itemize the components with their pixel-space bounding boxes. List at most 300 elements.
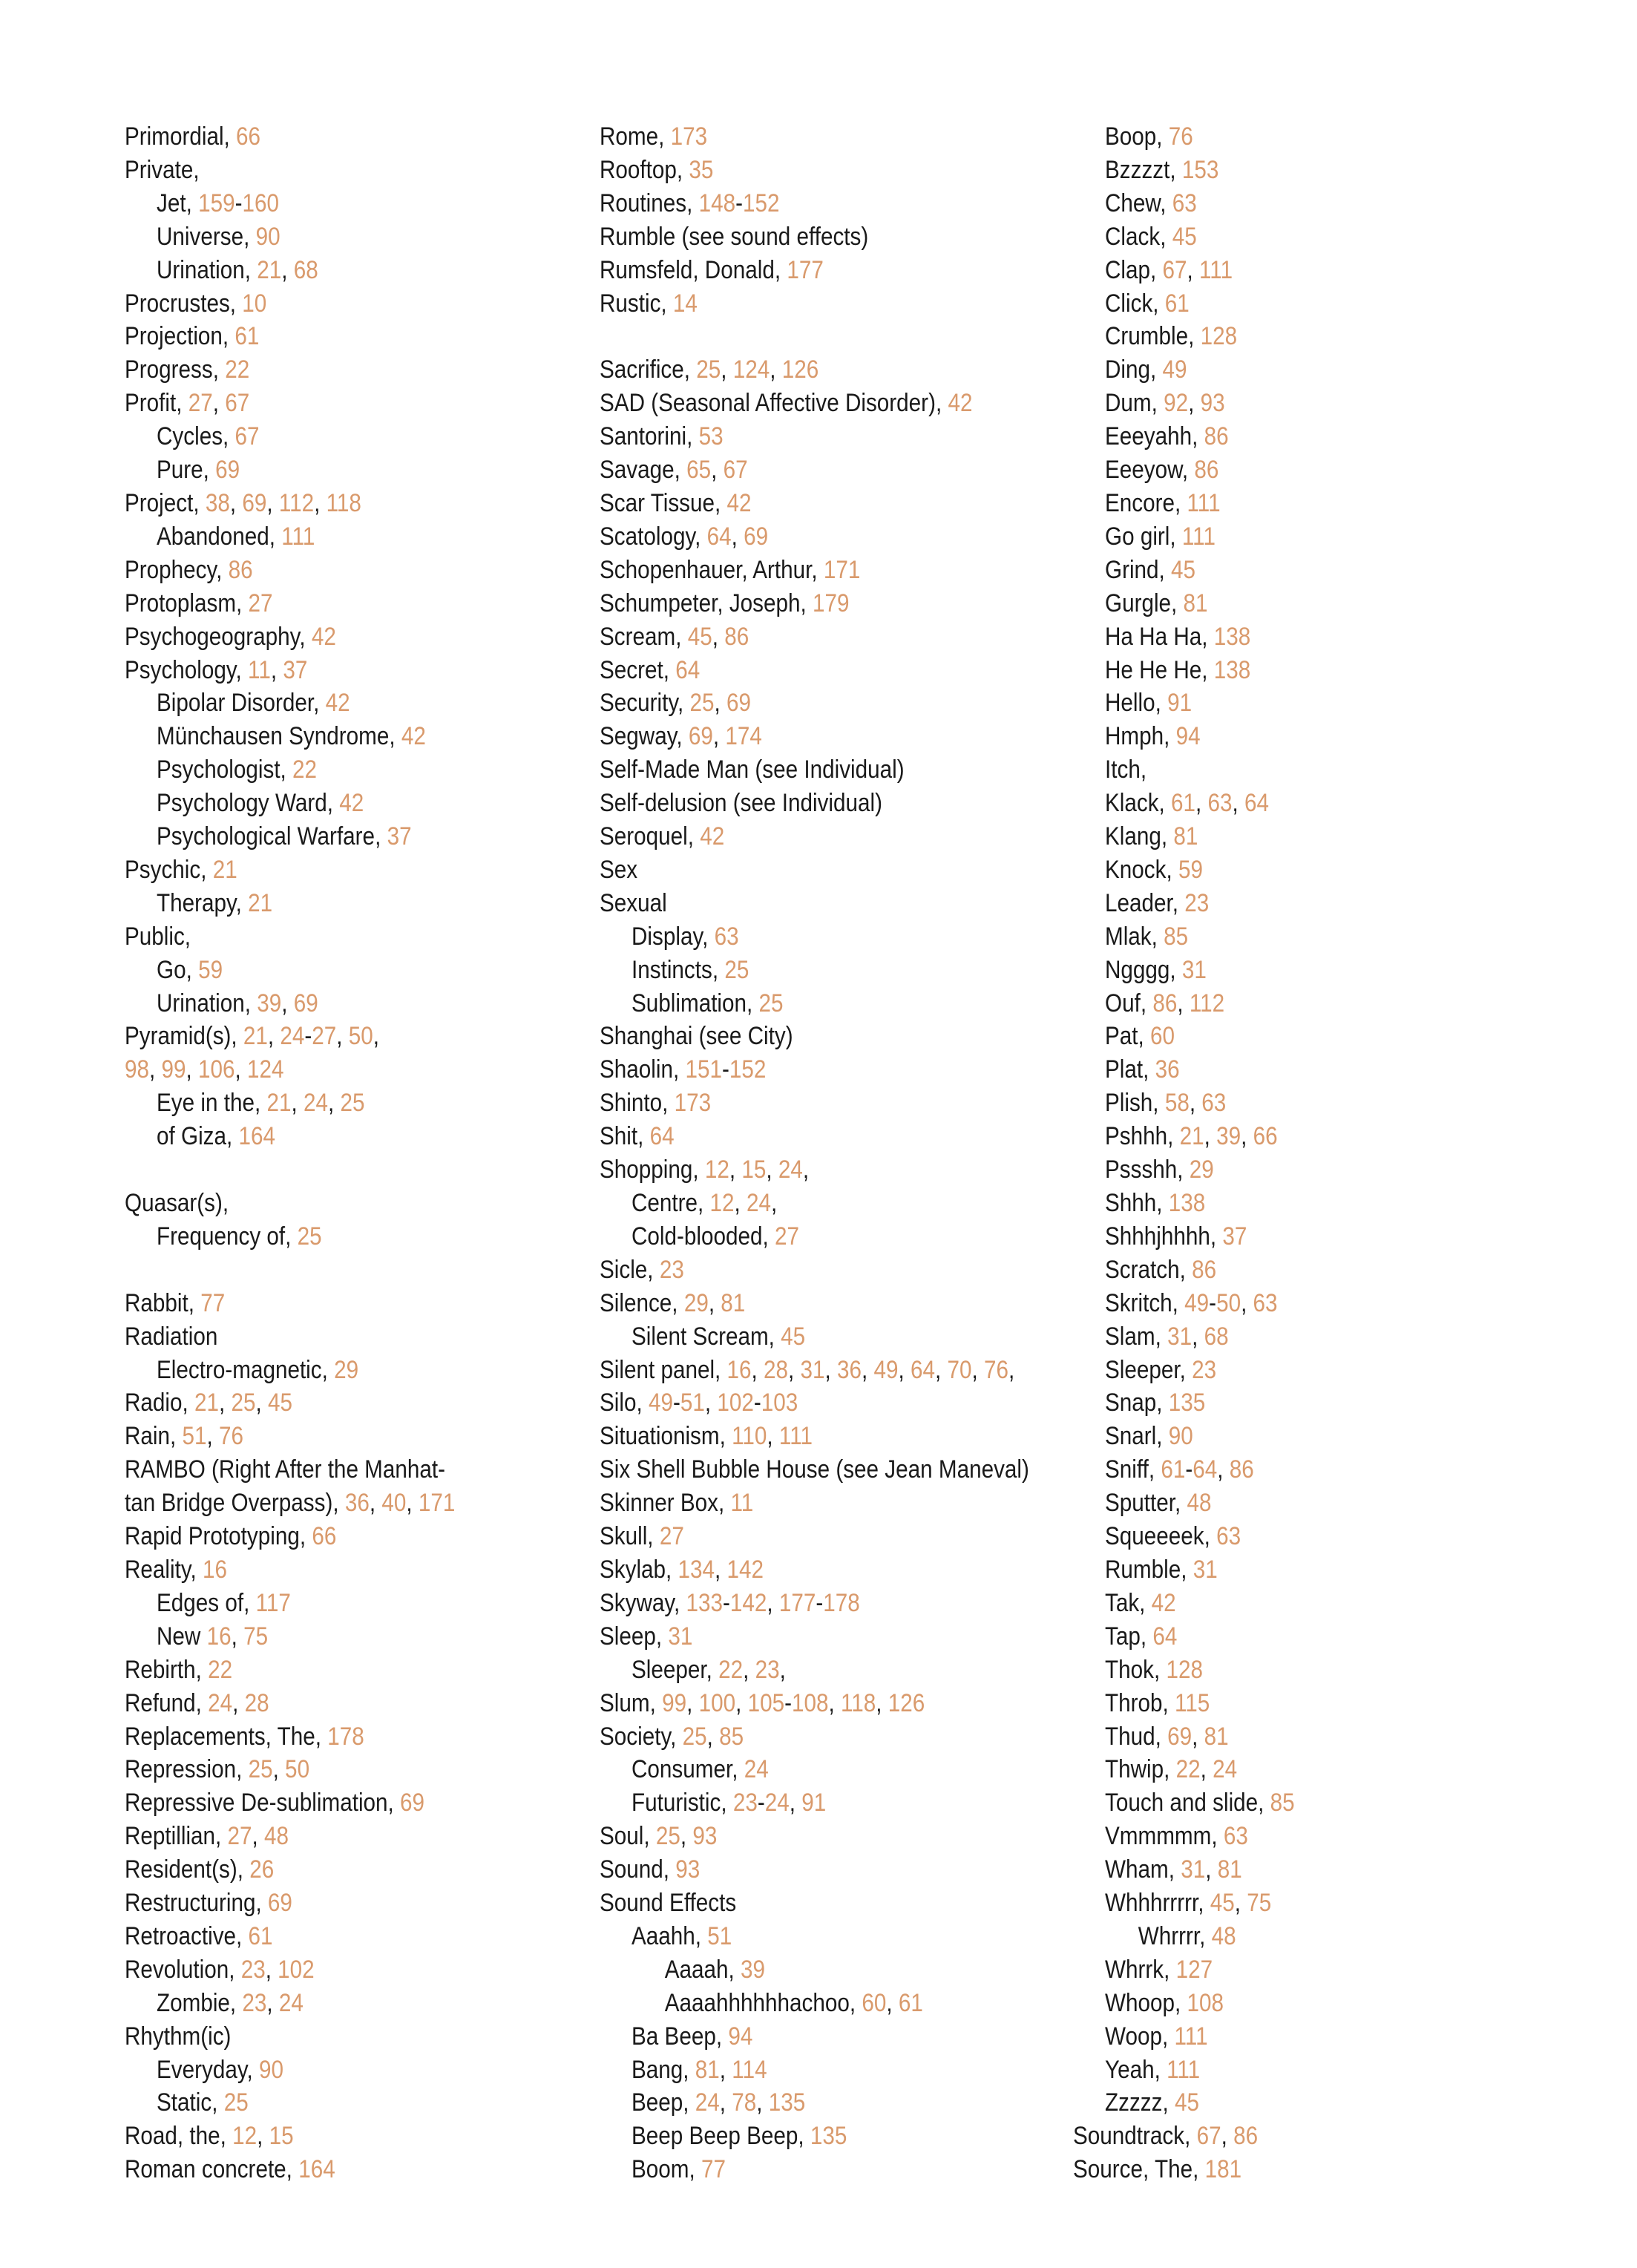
reference-separator: , [898, 1355, 911, 1384]
index-term: Eye in the, [157, 1089, 261, 1118]
reference-separator: , [756, 2088, 769, 2117]
index-term: Thud, [1105, 1722, 1161, 1751]
page-reference: 66 [312, 1522, 337, 1551]
index-term: Plish, [1105, 1089, 1159, 1118]
reference-separator: , [712, 722, 726, 751]
index-entry [1073, 1386, 1520, 1420]
reference-separator: , [1204, 1122, 1217, 1151]
index-term: Futuristic, [631, 1789, 727, 1818]
page-reference: 85 [1270, 1789, 1295, 1818]
index-term: Psychological Warfare, [157, 822, 381, 851]
page-reference: 24 [695, 2088, 720, 2117]
page-reference: 49 [648, 1389, 673, 1418]
index-entry [125, 1987, 482, 2020]
index-term: Radiation [125, 1322, 218, 1351]
page-reference: 49 [873, 1355, 899, 1384]
index-entry [125, 987, 482, 1020]
index-entry [600, 887, 1008, 920]
page-reference: 81 [695, 2055, 720, 2084]
index-entry [125, 1720, 482, 1754]
index-entry [600, 2120, 1008, 2153]
index-term: Private, [125, 155, 200, 184]
index-term: Eeeyahh, [1105, 422, 1198, 451]
index-entry [600, 420, 1008, 453]
index-term: Bipolar Disorder, [157, 689, 320, 718]
page-reference: 102 [278, 1955, 315, 1984]
page-reference: 31 [668, 1622, 693, 1651]
page-reference: 48 [264, 1822, 289, 1851]
page-reference: 90 [258, 2055, 283, 2084]
index-term: Urination, [157, 255, 251, 284]
index-entry [125, 2120, 482, 2153]
page-reference: 81 [1204, 1722, 1229, 1751]
index-entry [1073, 1420, 1520, 1453]
page-reference: 48 [1211, 1921, 1236, 1950]
page-reference: 128 [1200, 322, 1238, 351]
index-entry [1073, 1953, 1520, 1987]
index-entry [600, 686, 1008, 720]
page-reference: 118 [840, 1688, 876, 1717]
page-reference: 27 [659, 1522, 684, 1551]
index-term: Psychologist, [157, 756, 286, 784]
page-reference: 24 [744, 1755, 769, 1784]
index-entry [600, 1386, 1008, 1420]
index-term: Soul, [600, 1822, 650, 1851]
page-reference: 37 [283, 655, 308, 684]
reference-separator: - [735, 189, 743, 217]
index-entry [1073, 353, 1520, 387]
reference-separator: , [706, 1722, 720, 1751]
index-entry [125, 1420, 482, 1453]
index-entry [600, 1786, 1008, 1820]
index-term: Shanghai (see City) [600, 1022, 793, 1051]
index-entry [125, 1786, 482, 1820]
index-entry [125, 220, 482, 254]
index-term: Scream, [600, 622, 682, 651]
page-reference: 81 [1183, 589, 1208, 617]
index-entry [1073, 254, 1520, 287]
index-term: Clack, [1105, 222, 1167, 251]
index-term: Wham, [1105, 1855, 1175, 1884]
index-entry [125, 1920, 482, 1953]
page-reference: 86 [1152, 989, 1178, 1017]
page-reference: 24 [208, 1688, 233, 1717]
index-term: Savage, [600, 456, 680, 485]
page-reference: 61 [1171, 789, 1196, 818]
page-reference: 42 [325, 689, 350, 718]
reference-separator: - [723, 1588, 730, 1617]
page-reference: 164 [298, 2155, 335, 2184]
page-reference: 179 [812, 589, 850, 617]
page-reference: 63 [1207, 789, 1233, 818]
page-reference: 25 [696, 355, 721, 384]
reference-separator: , [267, 1022, 281, 1051]
page-reference: 25 [689, 689, 715, 718]
page-reference: 31 [1193, 1555, 1218, 1584]
page-reference: 21 [257, 255, 282, 284]
page-reference: 27 [775, 1222, 800, 1251]
index-term: Sleep, [600, 1622, 663, 1651]
index-term: Universe, [157, 222, 250, 251]
reference-separator: , [231, 1622, 244, 1651]
index-entry [1073, 920, 1520, 954]
page-reference: 86 [1192, 1255, 1217, 1284]
index-term: Rustic, [600, 289, 667, 318]
index-entry [1073, 287, 1520, 321]
page-reference: 118 [326, 488, 361, 517]
index-entry [1073, 1654, 1520, 1687]
reference-separator: , [708, 1288, 721, 1317]
index-term: Klang, [1105, 822, 1168, 851]
reference-separator: , [266, 488, 279, 517]
page-reference: 63 [1172, 189, 1197, 217]
reference-separator: , [935, 1355, 948, 1384]
page-reference: 35 [689, 155, 714, 184]
page-reference: 111 [1187, 488, 1221, 517]
index-entry [125, 587, 482, 620]
reference-separator: , [824, 1355, 838, 1384]
index-term: Ding, [1105, 355, 1157, 384]
index-entry [125, 254, 482, 287]
reference-separator: , [711, 456, 724, 485]
index-entry [600, 1654, 1008, 1687]
page-reference: 25 [758, 989, 784, 1017]
page-reference: 24 [747, 1189, 772, 1217]
page-reference: 42 [311, 622, 336, 651]
index-entry [600, 1987, 1008, 2020]
index-term: Grind, [1105, 555, 1165, 584]
page-reference: 51 [707, 1921, 732, 1950]
page-reference: 178 [823, 1588, 860, 1617]
page-reference: 64 [706, 522, 732, 551]
page-reference: 69 [400, 1789, 425, 1818]
index-term: Slum, [600, 1688, 656, 1717]
index-entry [1073, 1087, 1520, 1120]
page-reference: 45 [1210, 1889, 1235, 1918]
index-term: Self-delusion (see Individual) [600, 789, 882, 818]
index-entry [125, 1453, 482, 1487]
page-reference: 91 [1167, 689, 1193, 718]
page-reference: 81 [721, 1288, 746, 1317]
page-reference: 42 [339, 789, 364, 818]
page-reference: 98 [125, 1055, 150, 1084]
page-reference: 94 [1175, 722, 1201, 751]
page-reference: 105 [747, 1688, 785, 1717]
index-entry [600, 554, 1008, 587]
index-entry [125, 1386, 482, 1420]
page-reference: 111 [778, 1422, 813, 1451]
index-entry [600, 753, 1008, 787]
index-term: Rumble (see sound effects) [600, 222, 869, 251]
index-term: Tak, [1105, 1588, 1146, 1617]
index-entry [1073, 686, 1520, 720]
index-entry [600, 1553, 1008, 1587]
page-reference: 12 [704, 1156, 729, 1184]
page-reference: 31 [1167, 1322, 1193, 1351]
index-term: Beep, [631, 2088, 689, 2117]
page-reference: 127 [1175, 1955, 1213, 1984]
page-reference: 15 [741, 1156, 767, 1184]
page-reference: 78 [732, 2088, 757, 2117]
index-term: Dum, [1105, 389, 1158, 418]
index-term: Frequency of, [157, 1222, 292, 1251]
index-entry [600, 720, 1008, 753]
index-entry [125, 1887, 482, 1920]
index-term: Slam, [1105, 1322, 1161, 1351]
page-reference: 50 [348, 1022, 373, 1051]
index-term: RAMBO (Right After the Manhat- [125, 1455, 446, 1484]
index-entry [125, 654, 482, 687]
index-term: Snarl, [1105, 1422, 1163, 1451]
page-reference: 39 [1216, 1122, 1241, 1151]
reference-separator: , [751, 1355, 764, 1384]
page-reference: 76 [1168, 122, 1193, 151]
page-reference: 45 [268, 1389, 293, 1418]
index-entry [1073, 620, 1520, 654]
index-entry [600, 387, 1008, 420]
reference-separator: , [715, 1555, 727, 1584]
page-reference: 60 [862, 1988, 887, 2017]
page-reference: 67 [1162, 255, 1187, 284]
page-reference: 61 [898, 1988, 923, 2017]
page-reference: 51 [182, 1422, 207, 1451]
reference-separator: , [712, 622, 725, 651]
index-entry [600, 1220, 1008, 1253]
index-term: Refund, [125, 1688, 202, 1717]
index-entry [125, 2086, 482, 2120]
index-term: Restructuring, [125, 1889, 262, 1918]
page-reference: 142 [726, 1555, 764, 1584]
page-reference: 16 [202, 1555, 227, 1584]
reference-separator: - [672, 1389, 680, 1418]
page-reference: 25 [248, 1755, 273, 1784]
page-reference: 58 [1164, 1089, 1190, 1118]
index-term: Go, [157, 955, 192, 984]
index-term: Progress, [125, 355, 219, 384]
index-entry [125, 1953, 482, 1987]
page-reference: 25 [340, 1089, 365, 1118]
reference-separator: , [876, 1688, 888, 1717]
page-reference: 42 [401, 722, 426, 751]
reference-separator: , [369, 1489, 382, 1518]
reference-separator: , [1217, 1455, 1230, 1484]
reference-separator: , [265, 1955, 278, 1984]
index-term: Segway, [600, 722, 683, 751]
index-entry [125, 154, 482, 187]
page-reference: 64 [911, 1355, 936, 1384]
index-term: Projection, [125, 322, 229, 351]
index-term: Project, [125, 488, 200, 517]
index-entry [600, 1920, 1008, 1953]
index-entry [1073, 1354, 1520, 1387]
index-term: Schopenhauer, Arthur, [600, 555, 818, 584]
page-reference: 25 [223, 2088, 249, 2117]
index-entry [125, 1053, 482, 1087]
index-term: Silent panel, [600, 1355, 721, 1384]
page-reference: 76 [219, 1422, 244, 1451]
page-reference: 29 [334, 1355, 359, 1384]
index-term: Repressive De-sublimation, [125, 1789, 394, 1818]
index-term: Therapy, [157, 888, 242, 917]
page-reference: 24 [303, 1089, 328, 1118]
index-entry [600, 154, 1008, 187]
page-reference: 126 [781, 355, 819, 384]
index-entry [1073, 1920, 1520, 1953]
reference-separator: , [1192, 1722, 1204, 1751]
page-reference: 114 [732, 2055, 767, 2084]
page-reference: 69 [267, 1889, 292, 1918]
page-reference: 27 [248, 589, 273, 617]
index-term: Scar Tissue, [600, 488, 721, 517]
page-reference: 68 [1204, 1322, 1229, 1351]
index-entry [600, 254, 1008, 287]
reference-separator: , [206, 1422, 220, 1451]
page-reference: 153 [1181, 155, 1219, 184]
reference-separator: , [327, 1089, 341, 1118]
page-reference: 171 [823, 555, 861, 584]
page-reference: 25 [682, 1722, 707, 1751]
index-entry [125, 1520, 482, 1553]
reference-separator: , [729, 1156, 742, 1184]
index-entry [600, 120, 1008, 154]
index-term: Crumble, [1105, 322, 1195, 351]
index-entry [125, 520, 482, 554]
section-spacer [125, 1153, 540, 1187]
index-column-3 [1073, 120, 1592, 2186]
index-term: Ba Beep, [631, 2022, 723, 2051]
reference-separator: , [862, 1355, 874, 1384]
index-entry [1073, 387, 1520, 420]
page-reference: 45 [781, 1322, 806, 1351]
page-reference: 22 [1175, 1755, 1201, 1784]
page-reference: 111 [1167, 2055, 1201, 2084]
page-reference: 42 [1151, 1588, 1176, 1617]
index-term: Source, The, [1073, 2155, 1199, 2184]
page-reference: 66 [236, 122, 261, 151]
index-term: SAD (Seasonal Affective Disorder), [600, 389, 942, 418]
page-reference: 23 [659, 1255, 684, 1284]
index-term: Reality, [125, 1555, 197, 1584]
page-reference: 21 [1179, 1122, 1204, 1151]
index-term: Situationism, [600, 1422, 726, 1451]
index-term: Rumsfeld, Donald, [600, 255, 781, 284]
reference-separator: , [767, 1588, 779, 1617]
index-entry [125, 487, 482, 520]
index-entry [600, 1753, 1008, 1786]
index-term: Bang, [631, 2055, 689, 2084]
index-term: Roman concrete, [125, 2155, 292, 2184]
page-reference: 138 [1213, 622, 1251, 651]
page-reference: 63 [1223, 1822, 1248, 1851]
index-term: Clap, [1105, 255, 1157, 284]
index-term: Tap, [1105, 1622, 1147, 1651]
page-reference: 124 [246, 1055, 284, 1084]
index-entry [1073, 154, 1520, 187]
page-reference: 29 [1189, 1156, 1214, 1184]
index-entry [125, 1287, 482, 1320]
index-term: Eeeyow, [1105, 456, 1189, 485]
index-term: Encore, [1105, 488, 1181, 517]
index-term: Pure, [157, 456, 209, 485]
index-entry [125, 1654, 482, 1687]
index-entry [600, 2086, 1008, 2120]
index-entry [1073, 954, 1520, 987]
index-entry [600, 1253, 1008, 1287]
index-term: Replacements, The, [125, 1722, 321, 1751]
index-entry [600, 1587, 1008, 1620]
index-term: Gurgle, [1105, 589, 1178, 617]
index-entry [125, 1587, 482, 1620]
index-term: Thwip, [1105, 1755, 1170, 1784]
page-reference: 61 [1164, 289, 1190, 318]
index-term: Thok, [1105, 1655, 1161, 1684]
page-reference: 85 [719, 1722, 744, 1751]
index-entry [1073, 420, 1520, 453]
index-entry [1073, 220, 1520, 254]
reference-separator: , [771, 1189, 778, 1217]
reference-separator: , [721, 355, 733, 384]
page-reference: 31 [1181, 955, 1207, 984]
index-entry [1073, 1720, 1520, 1754]
index-term: Skyway, [600, 1588, 680, 1617]
index-entry [125, 1487, 482, 1520]
page-reference: 174 [725, 722, 762, 751]
index-entry [125, 954, 482, 987]
reference-separator: , [1232, 789, 1245, 818]
page-reference: 171 [418, 1489, 456, 1518]
index-term: Profit, [125, 389, 183, 418]
index-term: Rhythm(ic) [125, 2022, 232, 2051]
reference-separator: , [1189, 1089, 1202, 1118]
index-term: Squeeeek, [1105, 1522, 1210, 1551]
reference-separator: , [789, 1789, 802, 1818]
reference-separator: , [704, 1389, 718, 1418]
index-term: Everyday, [157, 2055, 253, 2084]
page-reference: 86 [1194, 456, 1219, 485]
index-term: Consumer, [631, 1755, 738, 1784]
index-term: Sound, [600, 1855, 670, 1884]
page-reference: 75 [1247, 1889, 1272, 1918]
index-entry [125, 2153, 482, 2186]
page-reference: 61 [248, 1921, 273, 1950]
reference-separator: , [714, 689, 726, 718]
index-term: Whoop, [1105, 1988, 1181, 2017]
index-entry [600, 2020, 1008, 2054]
index-entry [600, 1320, 1008, 1354]
index-entry [600, 1953, 1008, 1987]
index-entry [125, 620, 482, 654]
reference-separator: , [406, 1489, 419, 1518]
page-reference: 67 [225, 389, 250, 418]
page-reference: 42 [948, 389, 973, 418]
page-reference: 91 [801, 1789, 827, 1818]
index-entry [1073, 320, 1520, 353]
index-entry [125, 1120, 482, 1153]
page-reference: 81 [1173, 822, 1198, 851]
reference-separator: , [719, 2088, 732, 2117]
index-entry [1073, 2120, 1520, 2153]
index-entry [600, 1120, 1008, 1153]
index-term: Shinto, [600, 1089, 669, 1118]
page-reference: 135 [1168, 1389, 1206, 1418]
page-reference: 135 [810, 2122, 847, 2151]
index-entry [125, 820, 482, 853]
page-reference: 86 [724, 622, 749, 651]
index-entry [600, 853, 1008, 887]
page-reference: 86 [1229, 1455, 1254, 1484]
index-entry [1073, 1786, 1520, 1820]
page-reference: 178 [327, 1722, 364, 1751]
